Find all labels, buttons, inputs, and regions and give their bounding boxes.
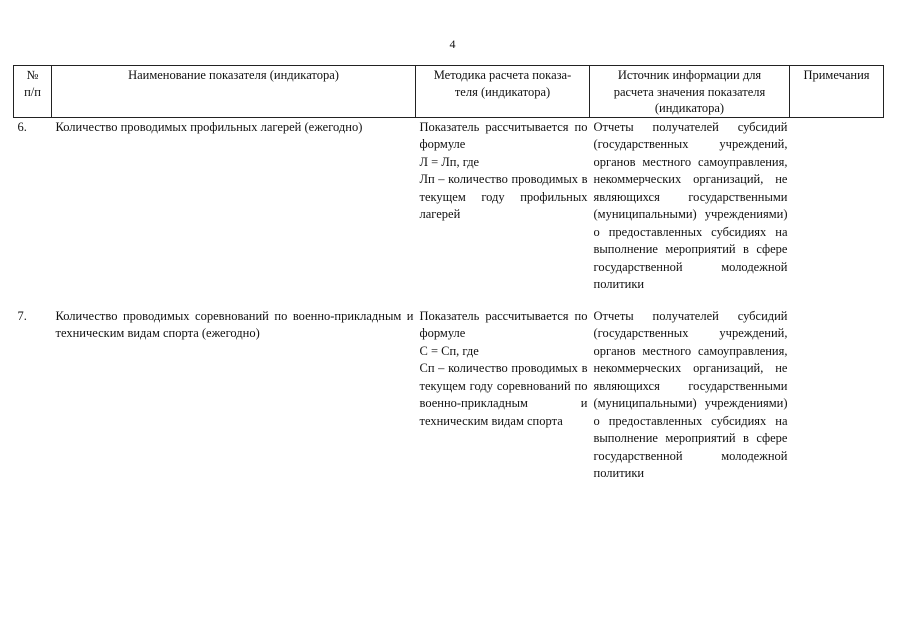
method-explanation: Лп – количество проводимых в текущем году профильных лагерей: [419, 172, 588, 221]
indicator-name: Количество проводимых соревнований по военно-прикладным и техническим видам спорта (ежегодно): [55, 308, 414, 340]
calculation-method: [416, 294, 590, 483]
header-number: № п/п: [14, 66, 52, 118]
table-row: [14, 294, 884, 483]
notes: [790, 117, 884, 294]
row-number: 6.: [17, 119, 27, 134]
table-row: [14, 117, 884, 294]
method-explanation: Сп – количество проводимых в текущем году соревнований по военно-прикладным и техническим видам спорта: [419, 361, 588, 428]
method-intro: Показатель рассчитывается по формуле: [419, 308, 588, 340]
header-notes: Примечания: [790, 66, 884, 118]
indicator-name: Количество проводимых профильных лагерей (ежегодно): [55, 119, 363, 134]
indicators-table: [13, 65, 884, 483]
method-formula: С = Сп, где: [419, 343, 479, 358]
header-indicator-name: Наименование показателя (индикатора): [52, 66, 416, 118]
method-formula: Л = Лп, где: [419, 154, 480, 169]
calculation-method: [416, 117, 590, 294]
header-calculation-method: Методика расчета показа- теля (индикатора): [416, 66, 590, 118]
row-number: 7.: [17, 308, 27, 323]
header-row: [14, 66, 884, 118]
notes: [790, 294, 884, 483]
header-information-source: Источник информации для расчета значения показателя (индикатора): [590, 66, 790, 118]
method-intro: Показатель рассчитывается по формуле: [419, 119, 588, 151]
page-number: 4: [449, 37, 456, 51]
information-source: Отчеты получателей субсидий (государственных учреждений, органов местного самоуправления, некоммерческих организаций, не являющихся государственными (муниципальными) учреждениями) о предоставленных субсидиях на выполнение мероприятий в сфере государственной молодежной политики: [593, 308, 788, 480]
information-source: Отчеты получателей субсидий (государственных учреждений, органов местного самоуправления, некоммерческих организаций, не являющихся государственными (муниципальными) учреждениями) о предоставленных субсидиях на выполнение мероприятий в сфере государственной молодежной политики: [593, 119, 788, 291]
table-header: [14, 66, 884, 118]
